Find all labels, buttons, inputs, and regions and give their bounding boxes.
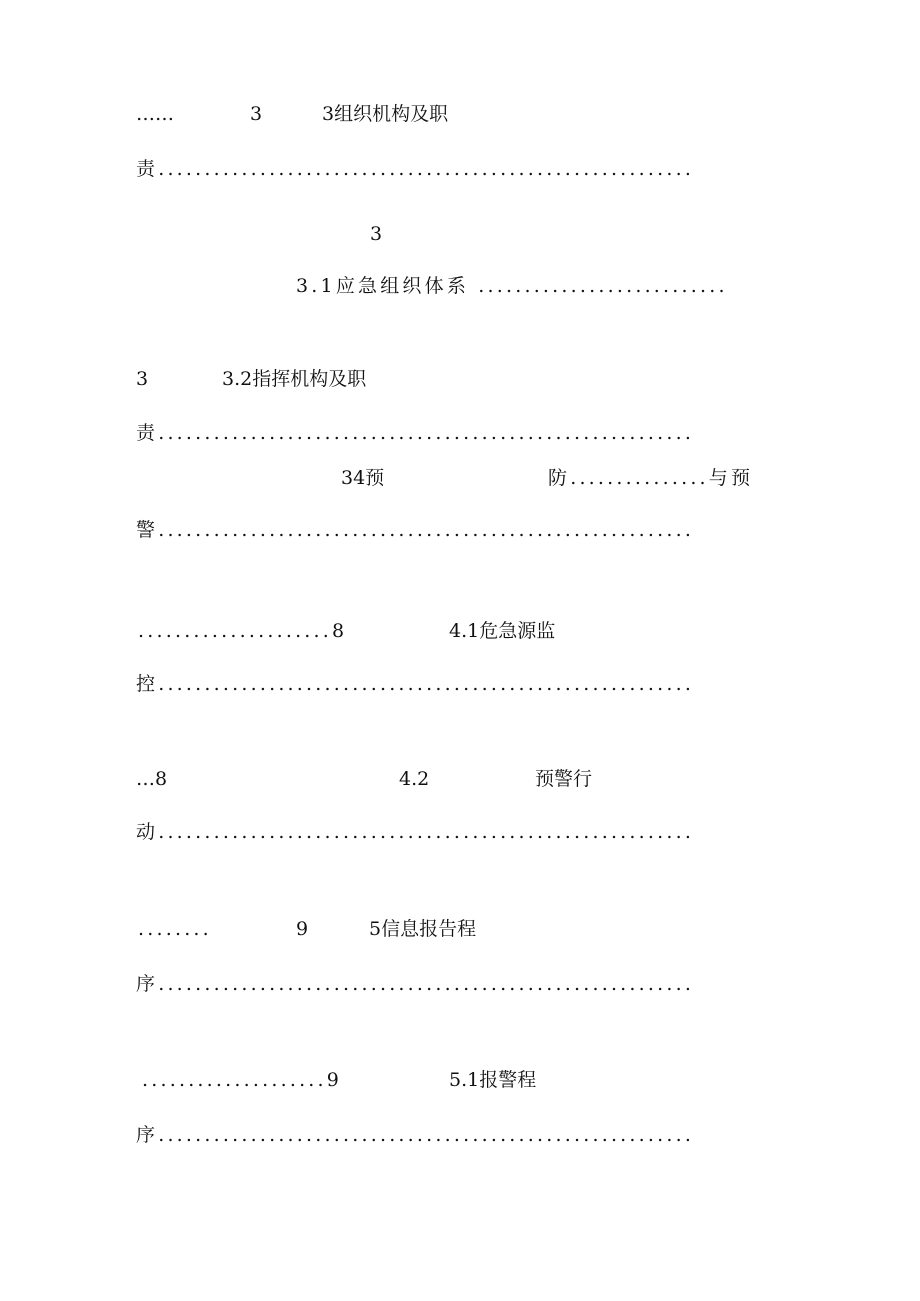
toc-page-number: 3: [250, 103, 263, 125]
toc-page-number: 3: [370, 223, 383, 245]
toc-leader: ……: [136, 103, 174, 125]
toc-page-number: 9: [296, 918, 309, 940]
toc-entry-continuation: 警..........................................................: [136, 519, 695, 541]
toc-leader: ........: [138, 918, 212, 940]
toc-entry-3-2-command-structure: 3.2指挥机构及职: [222, 368, 367, 390]
toc-entry-4-2-warning-action: 预警行: [535, 768, 593, 790]
toc-entry-4-1-hazard-monitoring: 4.1危急源监: [449, 620, 556, 642]
toc-entry-continuation: 责..........................................................: [136, 422, 695, 444]
toc-entry-continuation: 控..........................................................: [136, 673, 695, 695]
toc-leader: …8: [136, 768, 168, 790]
toc-entry-3-1-emergency-org-system: 3.1应急组织体系 ...........................: [296, 275, 728, 297]
toc-entry-3-org-structure: 3组织机构及职: [322, 103, 449, 125]
toc-leader: ....................9: [142, 1069, 343, 1091]
toc-entry-5-1-alarm-procedure: 5.1报警程: [449, 1069, 537, 1091]
toc-entry-4-prevention: 34预: [341, 467, 385, 489]
toc-entry-4-2-number: 4.2: [399, 768, 430, 790]
toc-entry-continuation: 责..........................................................: [136, 158, 695, 180]
toc-page-number: 3: [136, 368, 149, 390]
toc-entry-continuation: 序..........................................................: [136, 1124, 695, 1146]
toc-entry-4-prevention-cont: 防...............与预: [548, 467, 754, 489]
toc-entry-continuation: 序..........................................................: [136, 973, 695, 995]
toc-entry-continuation: 动..........................................................: [136, 821, 695, 843]
toc-leader: .....................8: [138, 620, 348, 642]
toc-entry-5-info-reporting: 5信息报告程: [369, 918, 477, 940]
